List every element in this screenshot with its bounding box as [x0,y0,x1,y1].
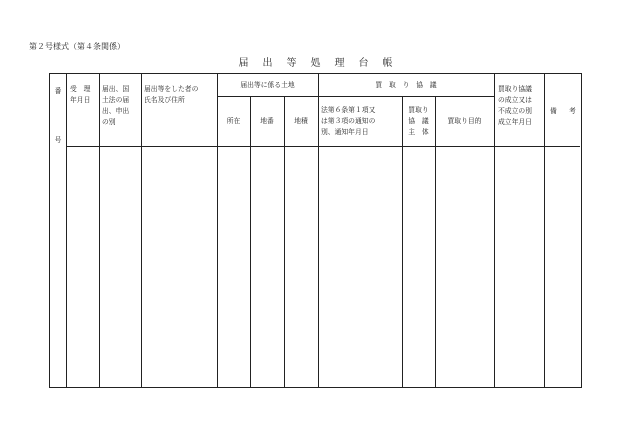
column-divider [66,74,67,388]
header-purchase-purpose: 買取り目的 [447,117,482,125]
header-notice-type-date: 法第６条第１項又 は第３項の通知の 別、通知年月日 [321,106,376,136]
header-received-date: 受 理 年月日 [70,85,91,104]
register-table [49,73,582,388]
header-remarks-part2: 考 [569,107,576,115]
header-land-location: 所在 [226,117,241,125]
column-divider [544,74,545,388]
header-bottom-line [66,146,580,147]
column-divider [250,96,251,388]
column-divider [284,96,285,388]
header-negotiation-party: 買取り 協 議 主 体 [408,106,429,136]
column-divider [141,74,142,388]
header-land-area: 地積 [294,117,308,125]
header-purchase-negotiation-group: 買 取 り 協 議 [375,81,437,89]
header-number-part1: 番 [54,87,62,95]
header-remarks-part1: 備 [550,107,557,115]
column-divider [494,74,495,388]
header-land-group: 届出等に係る土地 [240,81,295,89]
header-agreement-status-date: 買取り協議 の成立又は 不成立の別 成立年月日 [498,85,532,126]
header-number-part2: 号 [54,136,62,144]
header-notification-type: 届出、国 土法の届 出、申出 の別 [102,85,130,126]
header-notifier-name-address: 届出等をした者の 氏名及び住所 [144,85,199,104]
form-title: 届出等処理台帳 [238,58,407,69]
column-divider [99,74,100,388]
column-divider [318,74,319,388]
column-divider [402,96,403,388]
column-divider [435,96,436,388]
form-number-label: 第２号様式（第４条関係） [29,42,125,51]
group-header-divider [217,96,494,97]
header-land-lot-number: 地番 [260,117,274,125]
